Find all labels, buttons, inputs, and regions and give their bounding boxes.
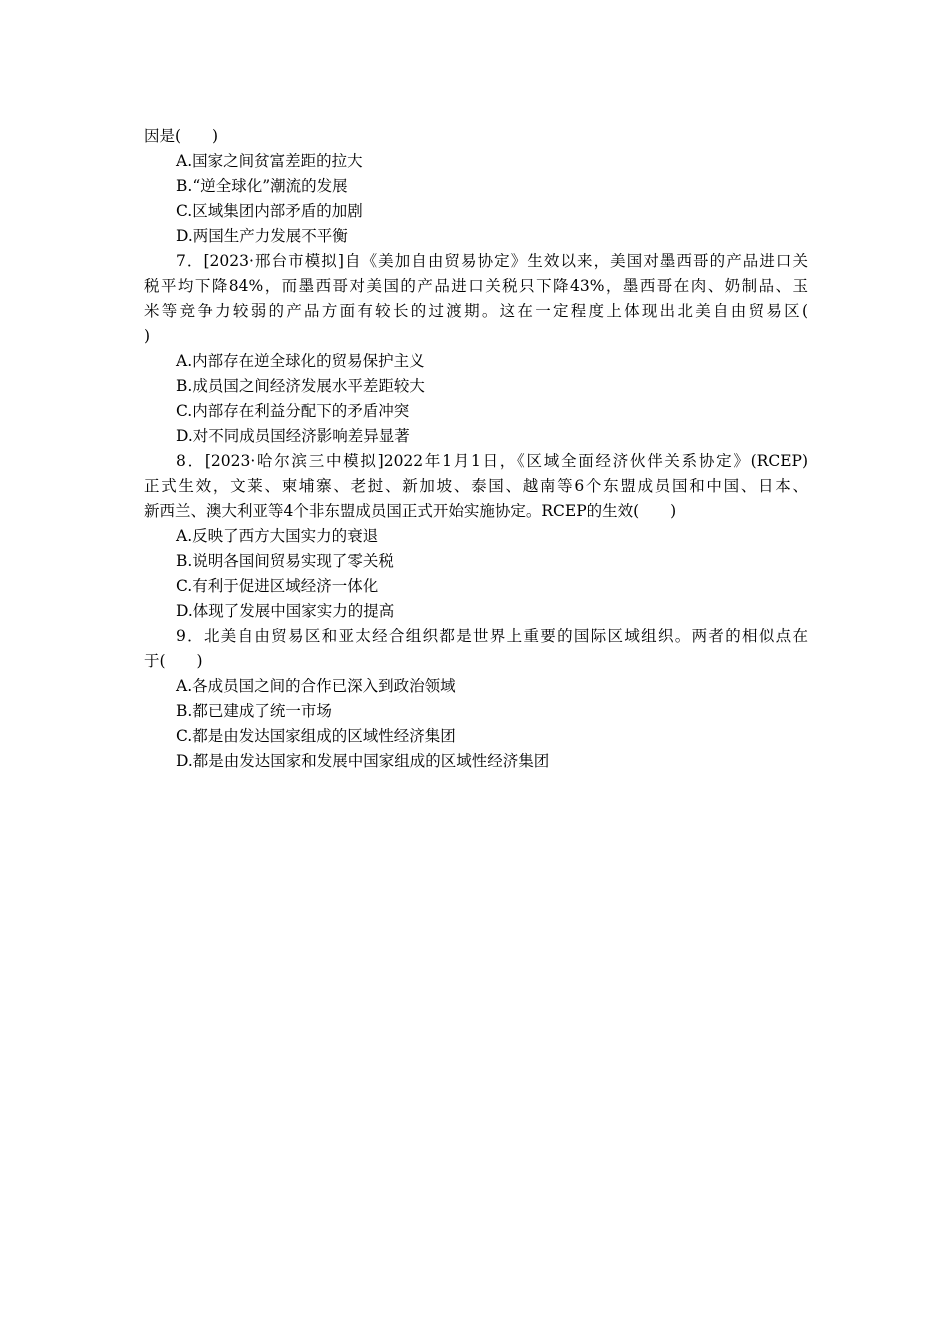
q7-option-c: C.内部存在利益分配下的矛盾冲突 xyxy=(176,402,410,420)
q9-option-b: B.都已建成了统一市场 xyxy=(176,702,332,720)
q7-stem-line-2: 税平均下降84%，而墨西哥对美国的产品进口关税只下降43%，墨西哥在肉、奶制品、玉 xyxy=(144,277,808,295)
q9-option-c: C.都是由发达国家组成的区域性经济集团 xyxy=(176,727,456,745)
q9-stem-line-1: 9．北美自由贸易区和亚太经合组织都是世界上重要的国际区域组织。两者的相似点在 xyxy=(176,627,808,645)
q6-stem-tail: 因是( ) xyxy=(144,127,219,145)
q8-option-d: D.体现了发展中国家实力的提高 xyxy=(176,602,395,620)
q7-stem-line-4: ) xyxy=(144,327,151,345)
q6-option-d: D.两国生产力发展不平衡 xyxy=(176,227,348,245)
q7-option-a: A.内部存在逆全球化的贸易保护主义 xyxy=(176,352,425,370)
q7-stem-line-1: 7．[2023·邢台市模拟]自《美加自由贸易协定》生效以来，美国对墨西哥的产品进口关 xyxy=(176,252,808,270)
q9-option-a: A.各成员国之间的合作已深入到政治领域 xyxy=(176,677,456,695)
q7-option-d: D.对不同成员国经济影响差异显著 xyxy=(176,427,410,445)
q6-option-b: B.“逆全球化”潮流的发展 xyxy=(176,177,348,195)
question-text-block xyxy=(144,124,808,774)
q8-stem-line-2: 正式生效，文莱、柬埔寨、老挝、新加坡、泰国、越南等6个东盟成员国和中国、日本、 xyxy=(144,477,808,495)
q8-option-b: B.说明各国间贸易实现了零关税 xyxy=(176,552,394,570)
q7-stem-line-3: 米等竞争力较弱的产品方面有较长的过渡期。这在一定程度上体现出北美自由贸易区( xyxy=(144,302,808,320)
q8-option-c: C.有利于促进区域经济一体化 xyxy=(176,577,379,595)
q8-stem-line-1: 8．[2023·哈尔滨三中模拟]2022年1月1日，《区域全面经济伙伴关系协定》(RCEP) xyxy=(176,452,808,470)
q7-option-b: B.成员国之间经济发展水平差距较大 xyxy=(176,377,425,395)
q9-stem-line-2: 于( ) xyxy=(144,652,203,670)
q6-option-c: C.区域集团内部矛盾的加剧 xyxy=(176,202,363,220)
q6-option-a: A.国家之间贫富差距的拉大 xyxy=(176,152,363,170)
q8-option-a: A.反映了西方大国实力的衰退 xyxy=(176,527,379,545)
q9-option-d: D.都是由发达国家和发展中国家组成的区域性经济集团 xyxy=(176,752,550,770)
q8-stem-line-3: 新西兰、澳大利亚等4个非东盟成员国正式开始实施协定。RCEP的生效( ) xyxy=(144,502,677,520)
